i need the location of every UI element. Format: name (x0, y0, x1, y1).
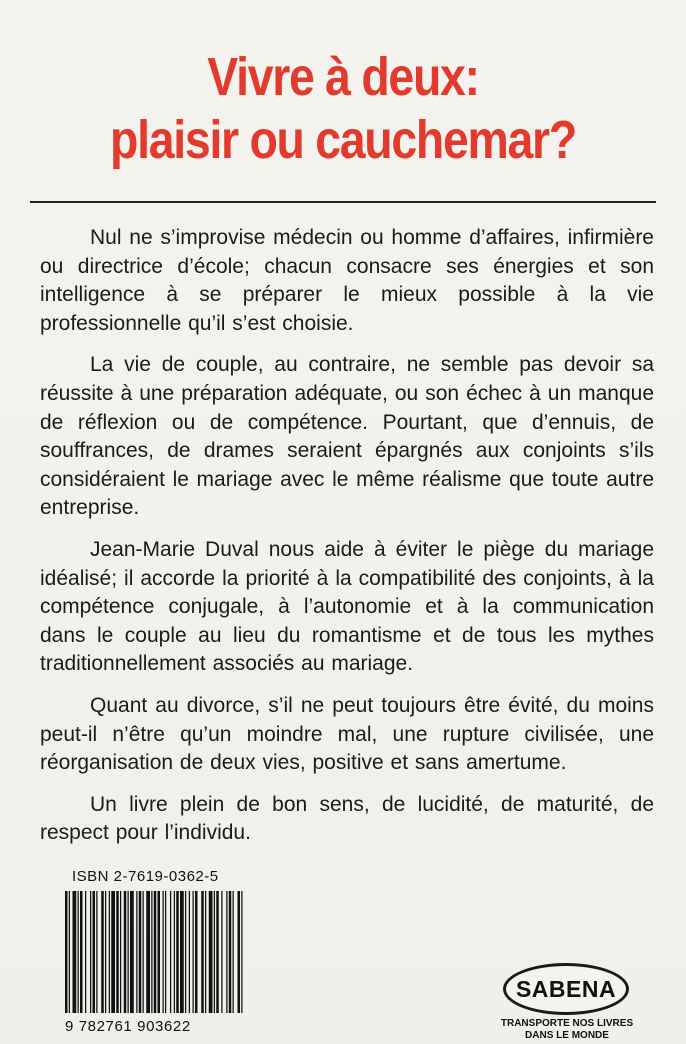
paragraph-3: Jean-Marie Duval nous aide à éviter le piège du mariage idéalisé; il accorde la priorité à la compatibilité des conjoints, à la compétence conjugale, à l’autonomie et à la communication dans le couple au lieu du romantisme et de tous les mythes traditionnellement associés au mariage. (40, 537, 654, 676)
publisher-slogan (488, 1018, 646, 1042)
publisher-logo-name: SABENA (515, 976, 617, 1002)
cover-title (48, 46, 638, 172)
paragraph-1: Nul ne s’improvise médecin ou homme d’affaires, infirmière ou directrice d’école; chacun consacre ses énergies et son intelligence à se préparer le mieux possible à la vie professionnelle qu’il s’est choisie. (40, 226, 654, 335)
barcode-icon (65, 891, 243, 1013)
blurb-text (40, 224, 654, 861)
paragraph-5: Un livre plein de bon sens, de lucidité, de maturité, de respect pour l’individu. (40, 792, 654, 845)
isbn-label: ISBN 2-7619-0362-5 (72, 868, 219, 885)
slogan-line-2: DANS LE MONDE (525, 1030, 609, 1041)
barcode-number: 9 782761 903622 (65, 1018, 191, 1035)
paragraph-2: La vie de couple, au contraire, ne semble pas devoir sa réussite à une préparation adéquate, ou son échec à un manque de réflexion ou de compétence. Pourtant, que d’ennuis, de souffrances, de drames seraient épargnés aux conjoints s’ils considéraient le mariage avec le même réalisme que toute autre entreprise. (40, 353, 654, 520)
title-divider (30, 201, 656, 203)
title-line-2: plaisir ou cauchemar? (110, 110, 576, 170)
title-line-1: Vivre à deux: (207, 47, 479, 107)
slogan-line-1: TRANSPORTE NOS LIVRES (500, 1018, 634, 1029)
paragraph-4: Quant au divorce, s’il ne peut toujours être évité, du moins peut-il n’être qu’un moindre mal, une rupture civilisée, une réorganisation de deux vies, positive et sans amertume. (40, 693, 654, 775)
